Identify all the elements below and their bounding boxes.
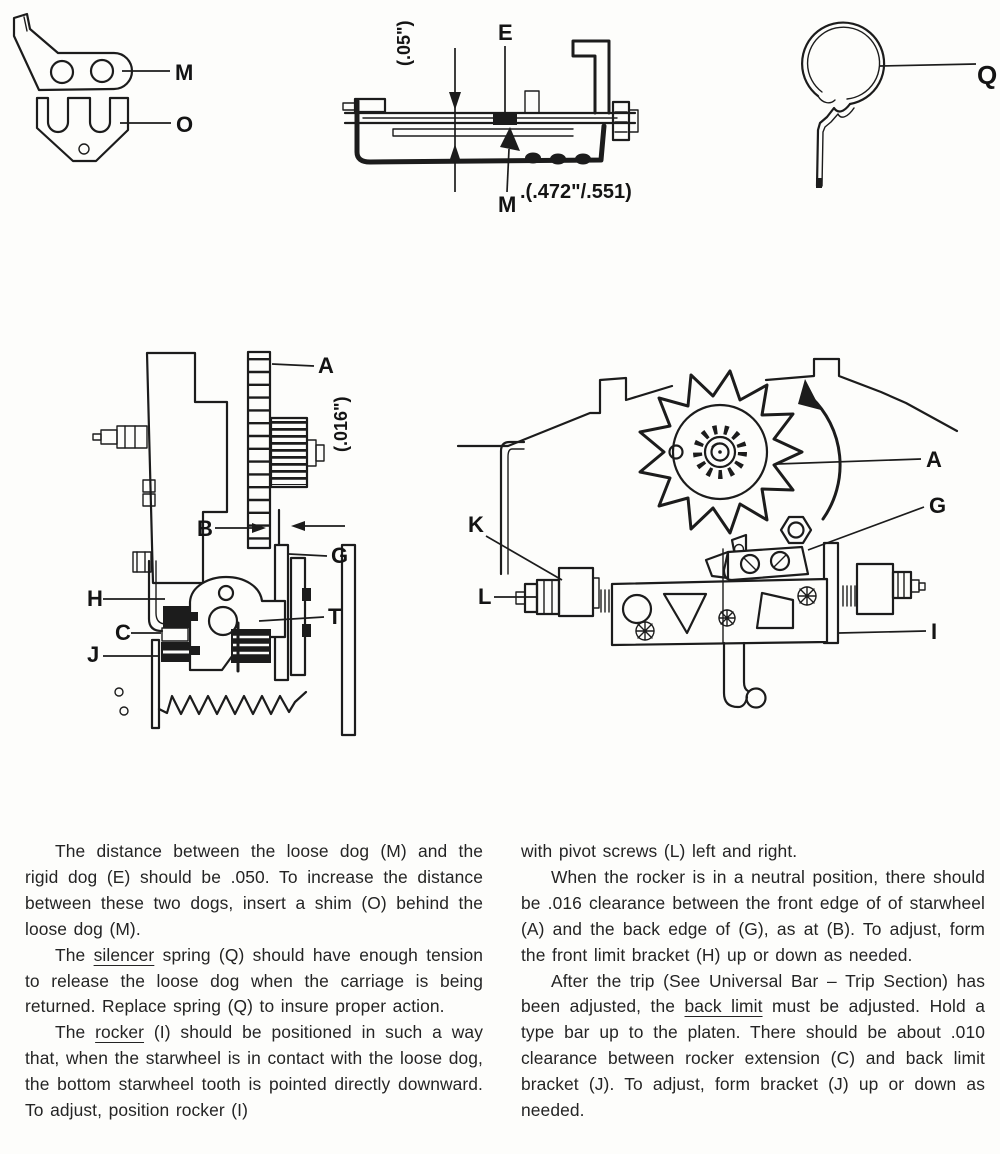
label-o: O [176,112,194,137]
leader-q [880,64,976,66]
loose-dog-part [14,14,132,90]
leader-i [839,631,926,633]
leader-g [289,554,327,556]
label-k: K [468,512,484,537]
label-i: I [931,619,938,644]
label-l: L [478,584,492,609]
label-q: Q [977,60,998,90]
label-c: C [115,620,131,645]
figure-loose-dog-and-shim [0,10,250,190]
spring-wire [802,23,884,188]
label-a: A [318,353,334,378]
label-dim-016: (.016") [331,396,351,452]
left-pivot-screw [516,568,613,616]
bracket-g-assembly [706,517,811,580]
pinion-gear [271,418,324,487]
label-b: B [197,516,213,541]
dimension-05 [394,20,461,192]
back-limit-bracket-j [115,640,200,728]
label-range: .(.472"/.551) [520,181,632,203]
text-column-right [521,839,985,1124]
paragraph: The distance between the loose dog (M) and the rigid dog (E) should be .050. To increase the distance between these two dogs, insert a shim (O) behind the loose dog (M). [25,841,483,939]
leader-a [272,364,314,366]
paragraph: When the rocker is in a neutral position, there should be .016 clearance between the front edge of of starwheel (A) and the back edge of (G), as at (B). To adjust, form the front limit bracket (H) up or down as needed. [521,866,985,965]
leader-a [777,459,921,464]
rocker-plate [190,577,285,671]
label-j: J [87,642,100,667]
text-column-left [25,839,483,1124]
paragraph: After the trip (See Universal Bar – Trip Section) has been adjusted, the back limit must be adjusted. Hold a type bar up to the platen. There should be about .010 clearance between rocker extension (C) and back limit bracket (J). To adjust, form bracket (J) up or down as needed. [521,970,985,1121]
escapement-rack-assembly [343,41,638,165]
figure-silencer-spring [780,10,998,205]
carriage-rack-section [93,353,227,583]
label-m: M [175,60,194,85]
figure-rocker-front [440,350,960,700]
figure-starwheel-side [75,340,385,740]
label-g: G [929,493,947,518]
starwheel-edge [248,352,270,548]
label-t: T [328,604,342,629]
label-e: E [498,20,513,45]
paragraph: The silencer spring (Q) should have enough tension to release the loose dog when the carriage is being returned. Replace spring (Q) to insure proper action. [25,944,483,1017]
right-pivot-screw [843,564,925,614]
figure-dog-clearance [337,14,667,224]
label-g: G [331,543,349,568]
leader-k [486,536,562,580]
rotation-arrow [798,379,840,519]
label-h: H [87,586,103,611]
paragraph: The rocker (I) should be positioned in such a way that, when the starwheel is in contact with the loose dog, the bottom starwheel tooth is pointed directly downward. To adjust, position rocker (I) [25,1022,483,1121]
starwheel [640,371,802,533]
label-a: A [926,447,942,472]
return-spring [159,692,306,714]
paragraph: with pivot screws (L) left and right. [521,841,798,861]
shim-part [37,98,128,161]
label-m2: M [498,192,517,217]
label-dim-05: (.05") [394,20,414,66]
